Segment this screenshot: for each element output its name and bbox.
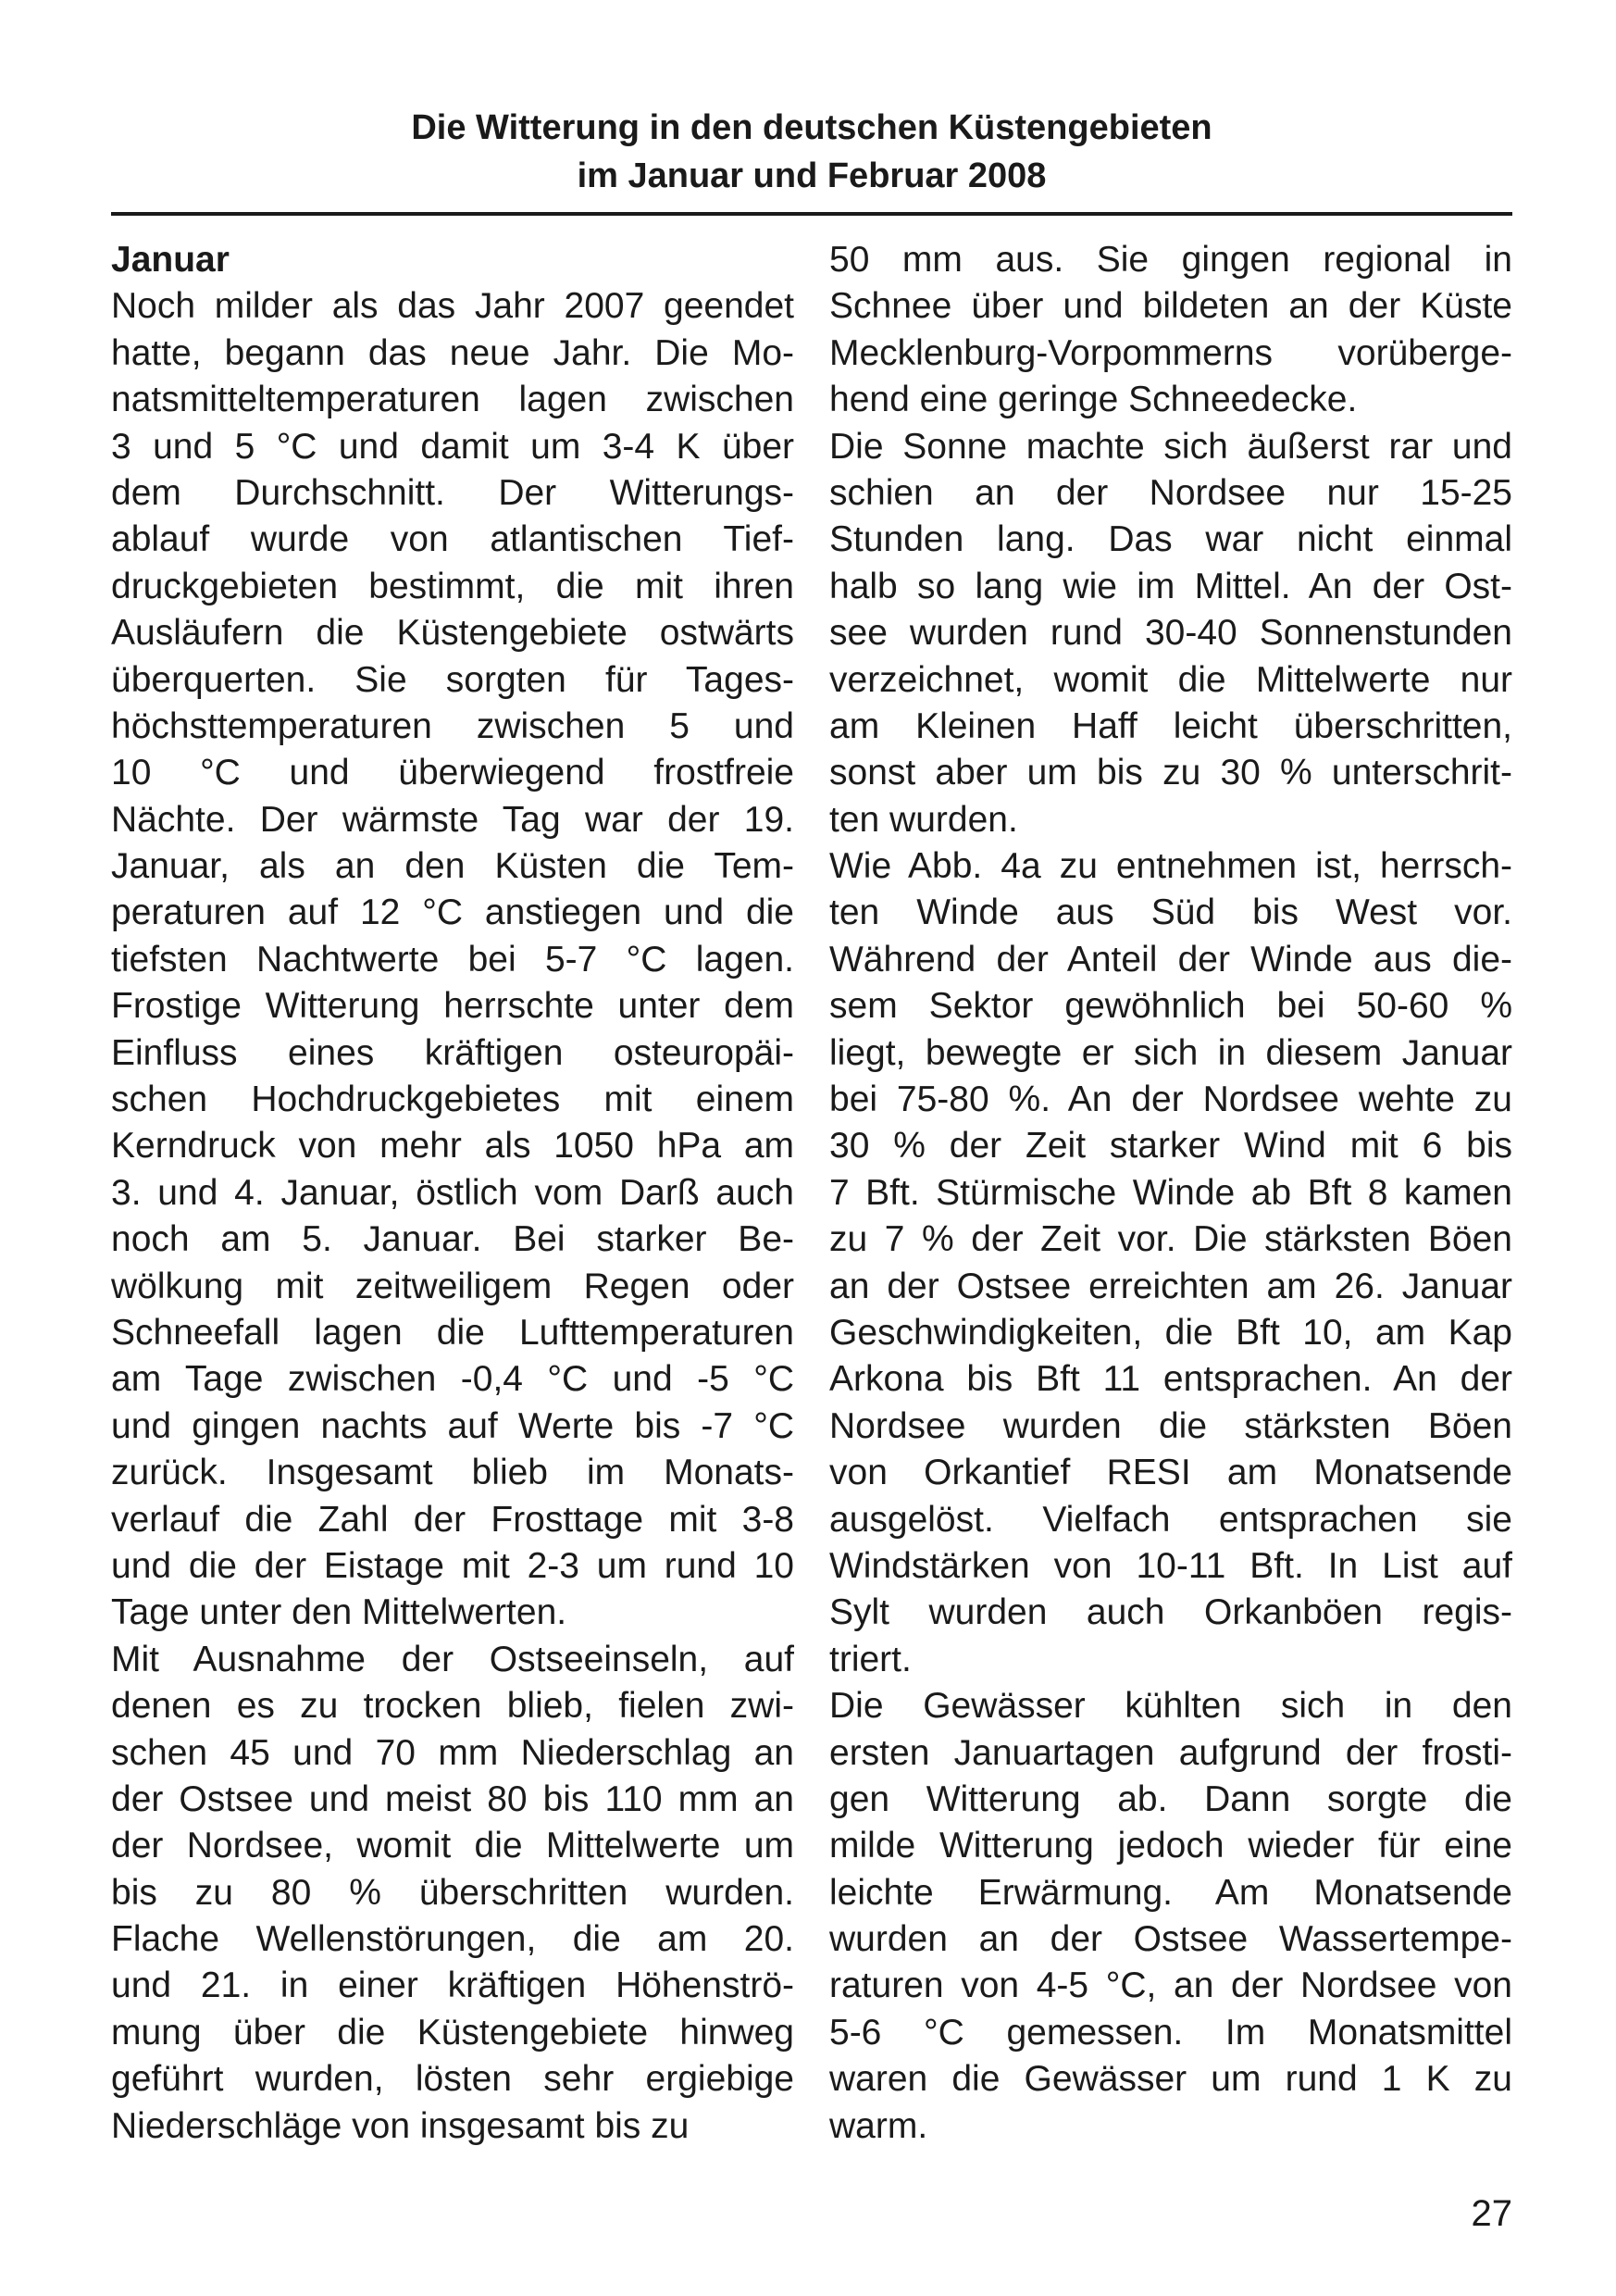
text-line: ersten Januartagen aufgrund der frosti-	[829, 1732, 1512, 1773]
text-line: noch am 5. Januar. Bei starker Be-	[111, 1219, 794, 1260]
text-line: verlauf die Zahl der Frosttage mit 3-8	[111, 1499, 794, 1540]
text-line: Januar, als an den Küsten die Tem-	[111, 846, 794, 887]
text-line: raturen von 4-5 °C, an der Nordsee von	[829, 1965, 1512, 2006]
text-line: Die Sonne machte sich äußerst rar und	[829, 426, 1512, 467]
right-column-text	[829, 237, 1512, 2150]
text-line: peraturen auf 12 °C anstiegen und die	[111, 892, 794, 933]
text-line: an der Ostsee erreichten am 26. Januar	[829, 1266, 1512, 1306]
title-line-2: im Januar und Februar 2008	[577, 156, 1047, 195]
text-line: schen 45 und 70 mm Niederschlag an	[111, 1732, 794, 1773]
left-column	[111, 237, 794, 2150]
left-column-text	[111, 283, 794, 2150]
text-line: waren die Gewässer um rund 1 K zu	[829, 2059, 1512, 2100]
text-line: Nächte. Der wärmste Tag war der 19.	[111, 799, 794, 840]
text-line: 30 % der Zeit starker Wind mit 6 bis	[829, 1126, 1512, 1167]
text-line: druckgebieten bestimmt, die mit ihren	[111, 566, 794, 606]
text-line: ten wurden.	[829, 799, 1018, 840]
text-line: Arkona bis Bft 11 entsprachen. An der	[829, 1359, 1512, 1400]
text-line: Schneefall lagen die Lufttemperaturen	[111, 1312, 794, 1353]
right-column	[829, 237, 1512, 2150]
text-line: der Nordsee, womit die Mittelwerte um	[111, 1826, 794, 1866]
text-line: tiefsten Nachtwerte bei 5-7 °C lagen.	[111, 939, 794, 980]
text-line: ablauf wurde von atlantischen Tief-	[111, 519, 794, 560]
text-line: Frostige Witterung herrschte unter dem	[111, 986, 794, 1027]
text-line: von Orkantief RESI am Monatsende	[829, 1453, 1512, 1493]
text-line: Mecklenburg-Vorpommerns vorüberge-	[829, 332, 1512, 373]
text-line: wurden an der Ostsee Wassertempe-	[829, 1919, 1512, 1960]
text-line: Wie Abb. 4a zu entnehmen ist, herrsch-	[829, 846, 1512, 887]
text-line: schien an der Nordsee nur 15-25	[829, 472, 1512, 513]
text-line: dem Durchschnitt. Der Witterungs-	[111, 472, 794, 513]
text-line: mung über die Küstengebiete hinweg	[111, 2012, 794, 2053]
text-line: ten Winde aus Süd bis West vor.	[829, 892, 1512, 933]
text-line: bis zu 80 % überschritten wurden.	[111, 1872, 794, 1913]
text-line: und die der Eistage mit 2-3 um rund 10	[111, 1545, 794, 1586]
text-line: zurück. Insgesamt blieb im Monats-	[111, 1453, 794, 1493]
text-line: triert.	[829, 1639, 912, 1679]
text-line: 7 Bft. Stürmische Winde ab Bft 8 kamen	[829, 1172, 1512, 1213]
text-line: Nordsee wurden die stärksten Böen	[829, 1405, 1512, 1446]
text-line: Stunden lang. Das war nicht einmal	[829, 519, 1512, 560]
page-number: 27	[1471, 2193, 1512, 2234]
text-line: see wurden rund 30-40 Sonnenstunden	[829, 613, 1512, 654]
text-line: am Tage zwischen -0,4 °C und -5 °C	[111, 1359, 794, 1400]
text-line: Tage unter den Mittelwerten.	[111, 1592, 567, 1633]
text-line: leichte Erwärmung. Am Monatsende	[829, 1872, 1512, 1913]
text-line: Kerndruck von mehr als 1050 hPa am	[111, 1126, 794, 1167]
text-line: überquerten. Sie sorgten für Tages-	[111, 659, 794, 700]
text-line: wölkung mit zeitweiligem Regen oder	[111, 1266, 794, 1306]
text-line: 5-6 °C gemessen. Im Monatsmittel	[829, 2012, 1512, 2053]
text-line: zu 7 % der Zeit vor. Die stärksten Böen	[829, 1219, 1512, 1260]
text-line: bei 75-80 %. An der Nordsee wehte zu	[829, 1079, 1512, 1120]
text-line: warm.	[829, 2105, 928, 2146]
text-line: Einfluss eines kräftigen osteuropäi-	[111, 1032, 794, 1073]
text-line: Geschwindigkeiten, die Bft 10, am Kap	[829, 1312, 1512, 1353]
text-line: Niederschläge von insgesamt bis zu	[111, 2105, 690, 2146]
text-line: sonst aber um bis zu 30 % unterschrit-	[829, 753, 1512, 793]
text-line: hend eine geringe Schneedecke.	[829, 380, 1358, 420]
text-line: 3 und 5 °C und damit um 3-4 K über	[111, 426, 794, 467]
page-title	[111, 104, 1512, 200]
text-line: halb so lang wie im Mittel. An der Ost-	[829, 566, 1512, 606]
text-line: gen Witterung ab. Dann sorgte die	[829, 1778, 1512, 1819]
text-line: höchsttemperaturen zwischen 5 und	[111, 705, 794, 746]
text-line: sem Sektor gewöhnlich bei 50-60 %	[829, 986, 1512, 1027]
text-line: schen Hochdruckgebietes mit einem	[111, 1079, 794, 1120]
text-line: natsmitteltemperaturen lagen zwischen	[111, 380, 794, 420]
text-line: 10 °C und überwiegend frostfreie	[111, 753, 794, 793]
text-line: und gingen nachts auf Werte bis -7 °C	[111, 1405, 794, 1446]
text-line: Ausläufern die Küstengebiete ostwärts	[111, 613, 794, 654]
text-line: milde Witterung jedoch wieder für eine	[829, 1826, 1512, 1866]
text-line: 3. und 4. Januar, östlich vom Darß auch	[111, 1172, 794, 1213]
text-line: Während der Anteil der Winde aus die-	[829, 939, 1512, 980]
text-line: Flache Wellenstörungen, die am 20.	[111, 1919, 794, 1960]
text-line: 50 mm aus. Sie gingen regional in	[829, 240, 1512, 280]
text-line: Sylt wurden auch Orkanböen regis-	[829, 1592, 1512, 1633]
text-line: Schnee über und bildeten an der Küste	[829, 286, 1512, 327]
text-line: Noch milder als das Jahr 2007 geendet	[111, 286, 794, 327]
text-line: Windstärken von 10-11 Bft. In List auf	[829, 1545, 1512, 1586]
section-heading: Januar	[111, 240, 230, 280]
text-line: ausgelöst. Vielfach entsprachen sie	[829, 1499, 1512, 1540]
text-line: Mit Ausnahme der Ostseeinseln, auf	[111, 1639, 794, 1679]
text-line: liegt, bewegte er sich in diesem Januar	[829, 1032, 1512, 1073]
text-line: und 21. in einer kräftigen Höhenströ-	[111, 1965, 794, 2006]
text-line: hatte, begann das neue Jahr. Die Mo-	[111, 332, 794, 373]
text-line: Die Gewässer kühlten sich in den	[829, 1686, 1512, 1727]
title-divider	[111, 212, 1512, 216]
title-line-1: Die Witterung in den deutschen Küstengebieten	[411, 108, 1212, 147]
text-line: der Ostsee und meist 80 bis 110 mm an	[111, 1778, 794, 1819]
text-line: geführt wurden, lösten sehr ergiebige	[111, 2059, 794, 2100]
text-line: denen es zu trocken blieb, fielen zwi-	[111, 1686, 794, 1727]
text-line: verzeichnet, womit die Mittelwerte nur	[829, 659, 1512, 700]
text-line: am Kleinen Haff leicht überschritten,	[829, 705, 1512, 746]
